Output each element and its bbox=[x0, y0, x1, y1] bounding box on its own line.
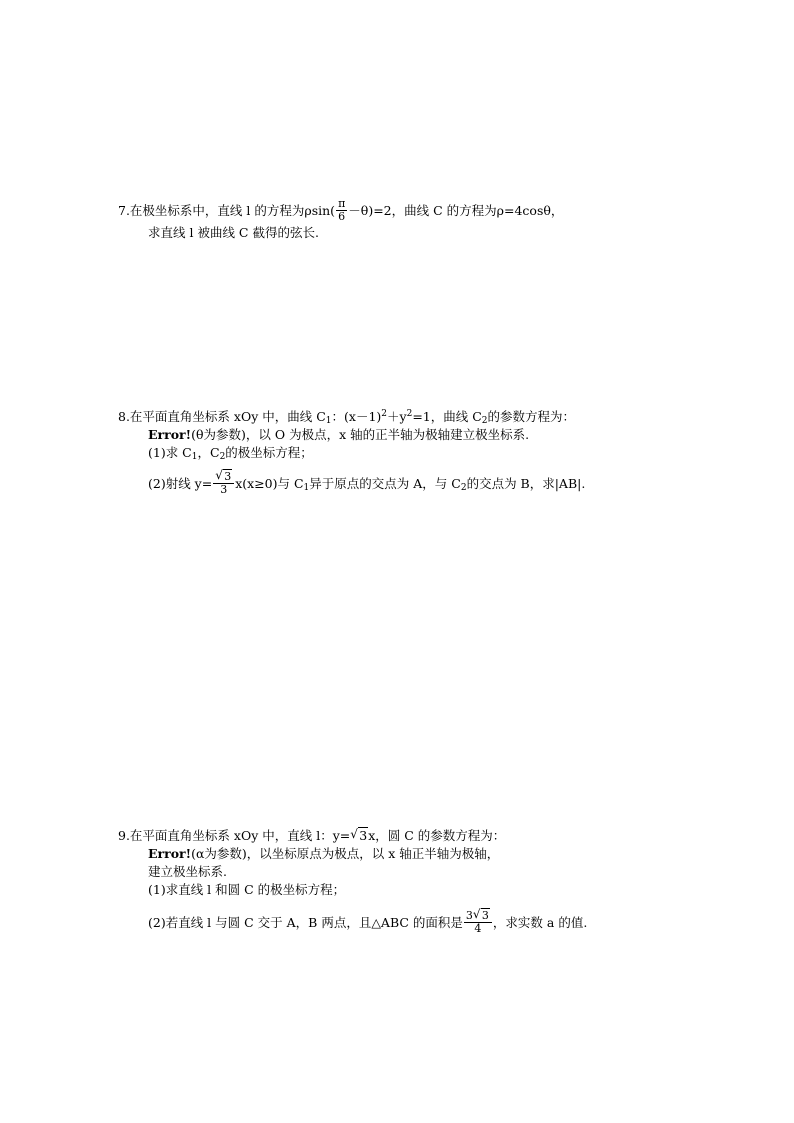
q9-line-4 bbox=[148, 882, 345, 898]
q9-fraction-numerator bbox=[464, 907, 492, 923]
q8-line-3 bbox=[148, 445, 313, 461]
q8-l4-text-d: 的交点为 B，求|AB|. bbox=[466, 476, 586, 491]
q9-coefficient: 3 bbox=[465, 909, 473, 922]
q8-l4-text-c: 异于原点的交点为 A，与 C bbox=[309, 476, 461, 491]
q7-fraction-denominator: 6 bbox=[338, 210, 346, 223]
q9-sqrt bbox=[350, 828, 368, 844]
q8-text-e: 的参数方程为： bbox=[487, 409, 576, 424]
q8-l3-sub-1: 1 bbox=[191, 452, 198, 462]
q8-l3-sub-2: 2 bbox=[219, 452, 226, 462]
q8-l4-sub-2: 2 bbox=[460, 483, 467, 493]
q8-l3-text-a: (1)求 C bbox=[148, 445, 192, 460]
q9-fraction-denominator: 4 bbox=[474, 922, 482, 935]
q9-error-field: Error! bbox=[148, 846, 192, 861]
q8-text-c: ＋y bbox=[387, 409, 407, 424]
q7-text-a: 7.在极坐标系中，直线 l 的方程为ρsin( bbox=[118, 203, 336, 218]
q8-sup-2: 2 bbox=[406, 409, 413, 419]
q8-sub-2: 2 bbox=[481, 416, 488, 426]
q9-l5-radicand: 3 bbox=[481, 909, 489, 922]
q8-l4-sub-1: 1 bbox=[303, 483, 310, 493]
q9-l5-text-b: ，求实数 a 的值. bbox=[492, 915, 588, 930]
q9-text-l4: (1)求直线 l 和圆 C 的极坐标方程； bbox=[148, 882, 346, 897]
q8-l4-text-a: (2)射线 y= bbox=[148, 476, 213, 491]
q9-text-l3: 建立极坐标系. bbox=[148, 864, 227, 879]
q8-line-2 bbox=[148, 427, 529, 443]
q8-fraction-numerator bbox=[213, 468, 234, 484]
q9-line-1 bbox=[118, 828, 505, 844]
radical-icon: √ bbox=[215, 468, 223, 482]
q7-fraction-pi-over-6 bbox=[336, 198, 347, 223]
q8-sup-1: 2 bbox=[381, 409, 388, 419]
sqrt-symbol bbox=[215, 468, 232, 483]
q9-line-3 bbox=[148, 864, 227, 880]
q8-l3-text-b: ，C bbox=[197, 445, 220, 460]
q8-text-b: ：(x－1) bbox=[331, 409, 382, 424]
q8-line-4 bbox=[148, 468, 586, 497]
q8-error-field: Error! bbox=[148, 427, 192, 442]
q9-line-2 bbox=[148, 846, 499, 862]
q8-line-1 bbox=[118, 409, 575, 425]
q8-radicand: 3 bbox=[224, 470, 232, 483]
q9-radicand: 3 bbox=[359, 828, 368, 843]
q9-fraction-3sqrt3-over-4 bbox=[464, 907, 492, 935]
q7-text-l2: 求直线 l 被曲线 C 截得的弦长. bbox=[148, 225, 319, 240]
q8-l3-text-c: 的极坐标方程； bbox=[225, 445, 313, 460]
q8-text-a: 8.在平面直角坐标系 xOy 中，曲线 C bbox=[118, 409, 326, 424]
q9-text-l2: (α为参数)，以坐标原点为极点，以 x 轴正半轴为极轴， bbox=[191, 846, 500, 861]
radical-icon: √ bbox=[350, 827, 358, 841]
q7-line-2 bbox=[148, 225, 319, 241]
q8-l4-text-b: x(x≥0)与 C bbox=[235, 476, 304, 491]
q8-text-d: =1，曲线 C bbox=[412, 409, 482, 424]
q9-line-5 bbox=[148, 907, 588, 936]
q9-text-a: 9.在平面直角坐标系 xOy 中，直线 l：y= bbox=[118, 828, 351, 843]
q7-text-b: －θ)=2，曲线 C 的方程为ρ=4cosθ， bbox=[348, 203, 564, 218]
q8-sub-1: 1 bbox=[325, 416, 332, 426]
q7-fraction-numerator: π bbox=[338, 197, 346, 210]
q7-line-1 bbox=[118, 199, 563, 224]
q8-text-l2: (θ为参数)，以 O 为极点，x 轴的正半轴为极轴建立极坐标系. bbox=[191, 427, 530, 442]
q8-fraction-sqrt3-over-3 bbox=[213, 468, 234, 496]
radical-icon: √ bbox=[472, 907, 481, 921]
q9-text-b: x，圆 C 的参数方程为： bbox=[368, 828, 506, 843]
sqrt-symbol bbox=[472, 907, 490, 922]
q8-fraction-denominator: 3 bbox=[220, 483, 228, 496]
q9-l5-text-a: (2)若直线 l 与圆 C 交于 A，B 两点，且△ABC 的面积是 bbox=[148, 915, 463, 930]
